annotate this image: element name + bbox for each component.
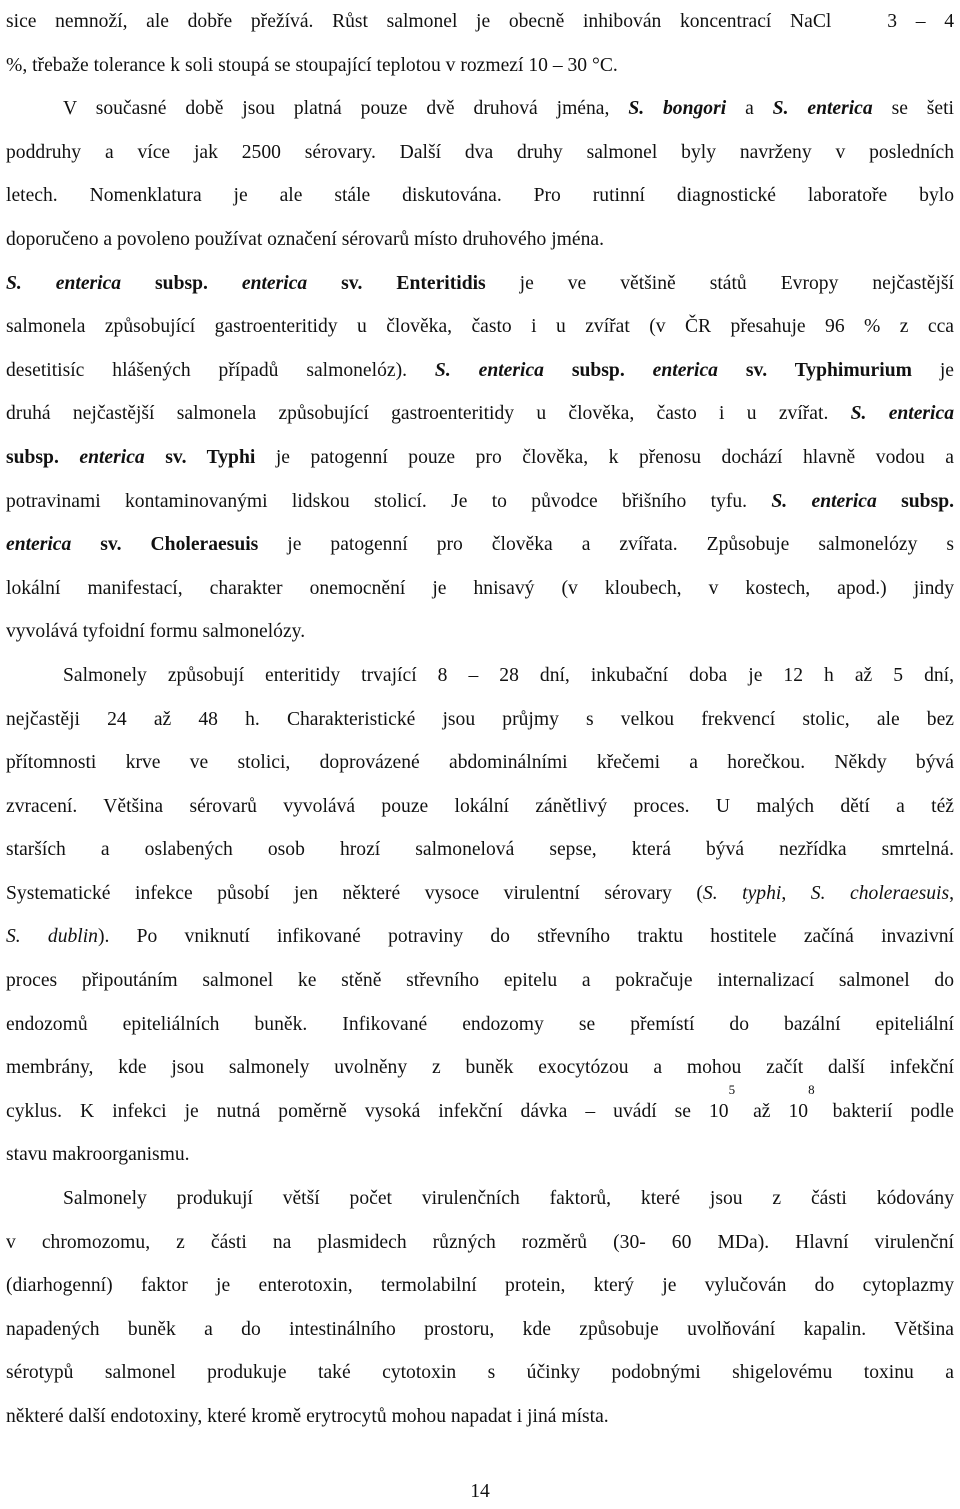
- text-line: [6, 131, 954, 175]
- text-segment: je: [911, 359, 954, 381]
- text-line: [6, 1264, 954, 1308]
- text-line: [6, 436, 954, 480]
- text-segment: nejčastěji 24 až 48 h. Charakteristické jsou průjmy s velkou frekvencí stolic, ale bez: [6, 708, 954, 730]
- text-segment: proces připoutáním salmonel ke stěně střevního epitelu a pokračuje internalizací salmonel do: [6, 970, 954, 992]
- text-segment: starších a oslabených osob hrozí salmonelová sepse, která bývá nezřídka smrtelná.: [6, 839, 954, 861]
- text-segment: S. choleraesuis: [810, 882, 950, 904]
- text-segment: membrány, kde jsou salmonely uvolněny z buněk exocytózou a mohou začít další infekční: [6, 1057, 954, 1079]
- text-line: [6, 523, 954, 567]
- text-line: [6, 480, 954, 524]
- text-line: [6, 872, 954, 916]
- text-segment: ,: [949, 882, 954, 904]
- text-segment: salmonela způsobující gastroenteritidy u člověka, často i u zvířat (v ČR přesahuje 96 % z cca: [6, 316, 954, 338]
- text-segment: sv. Typhi: [144, 446, 256, 468]
- text-segment: S. bongori: [628, 98, 727, 120]
- text-segment: potravinami kontaminovanými lidskou stolicí. Je to původce břišního tyfu.: [6, 490, 772, 512]
- text-segment: Systematické infekce působí jen některé vysoce virulentní sérovary (: [6, 882, 703, 904]
- text-segment: bakterií podle: [814, 1100, 954, 1122]
- text-segment: enterica: [6, 534, 72, 556]
- text-segment: enterica: [241, 272, 308, 294]
- text-segment: subsp.: [876, 490, 954, 512]
- text-segment: je ve většině států Evropy nejčastější: [485, 272, 954, 294]
- text-segment: subsp.: [121, 272, 242, 294]
- text-segment: subsp.: [543, 359, 653, 381]
- text-segment: sv. Typhimurium: [717, 359, 912, 381]
- text-segment: V současné době jsou platná pouze dvě druhová jména,: [63, 98, 629, 120]
- text-line: [6, 1351, 954, 1395]
- text-segment: 5: [728, 1081, 736, 1097]
- text-line: [6, 1003, 954, 1047]
- text-line: [6, 305, 954, 349]
- text-line: [6, 610, 954, 654]
- text-line: [6, 44, 954, 88]
- text-segment: je patogenní pouze pro člověka, k přenosu dochází hlavně vodou a: [255, 446, 954, 468]
- text-segment: v chromozomu, z části na plasmidech různých rozměrů (30- 60 MDa). Hlavní virulenční: [6, 1231, 954, 1253]
- text-line: [6, 654, 954, 698]
- text-segment: Salmonely produkují větší počet virulenčních faktorů, které jsou z části kódovány: [63, 1188, 954, 1210]
- text-segment: S. enterica: [6, 272, 122, 294]
- text-segment: endozomů epiteliálních buněk. Infikované endozomy se přemístí do bazální epiteliální: [6, 1013, 954, 1035]
- text-segment: enterica: [652, 359, 718, 381]
- text-segment: (diarhogenní) faktor je enterotoxin, termolabilní protein, který je vylučován do cytoplazmy: [6, 1275, 954, 1297]
- text-segment: subsp.: [6, 446, 80, 468]
- text-segment: S. enterica: [434, 359, 544, 381]
- text-segment: S. typhi: [702, 882, 782, 904]
- text-segment: sice nemnoží, ale dobře přežívá. Růst salmonel je obecně inhibován koncentrací NaCl 3 – 4: [6, 11, 954, 32]
- text-segment: sv. Enteritidis: [307, 272, 486, 294]
- text-segment: ). Po vniknutí infikované potraviny do střevního traktu hostitele začíná invazivní: [97, 926, 954, 948]
- text-segment: S. dublin: [6, 926, 98, 948]
- text-line: [6, 262, 954, 306]
- text-segment: doporučeno a povoleno používat označení sérovarů místo druhového jména.: [6, 228, 604, 250]
- text-segment: enterica: [79, 446, 145, 468]
- text-segment: S. enterica: [771, 490, 877, 512]
- text-segment: napadených buněk a do intestinálního prostoru, kde způsobuje uvolňování kapalin. Většina: [6, 1318, 954, 1340]
- text-line: [6, 741, 954, 785]
- text-segment: vyvolává tyfoidní formu salmonelózy.: [6, 621, 306, 643]
- text-line: [6, 1395, 954, 1439]
- text-segment: S. enterica: [850, 403, 954, 425]
- text-segment: cyklus. K infekci je nutná poměrně vysoká infekční dávka – uvádí se 10: [6, 1100, 729, 1122]
- text-segment: poddruhy a více jak 2500 sérovary. Další dva druhy salmonel byly navrženy v posledních: [6, 141, 954, 163]
- text-segment: a: [726, 98, 773, 120]
- text-segment: druhá nejčastější salmonela způsobující gastroenteritidy u člověka, často i u zvířat.: [6, 403, 851, 425]
- text-line: [6, 174, 954, 218]
- text-line: [6, 915, 954, 959]
- text-segment: je patogenní pro člověka a zvířata. Způsobuje salmonelózy s: [258, 534, 954, 556]
- text-segment: desetitisíc hlášených případů salmonelóz).: [6, 359, 435, 381]
- text-line: [6, 828, 954, 872]
- text-segment: sv. Choleraesuis: [71, 534, 259, 556]
- text-segment: Salmonely způsobují enteritidy trvající 8 – 28 dní, inkubační doba je 12 h až 5 dní,: [63, 664, 954, 686]
- text-line: [6, 959, 954, 1003]
- text-segment: přítomnosti krve ve stolici, doprovázené abdominálními křečemi a horečkou. Někdy bývá: [6, 752, 954, 774]
- document-body: [6, 0, 954, 1439]
- text-line: [6, 1133, 954, 1177]
- text-line: [6, 218, 954, 262]
- text-line: [6, 349, 954, 393]
- text-line: [6, 1177, 954, 1221]
- text-segment: zvracení. Většina sérovarů vyvolává pouze lokální zánětlivý proces. U malých dětí a též: [6, 795, 954, 817]
- text-segment: lokální manifestací, charakter onemocnění je hnisavý (v kloubech, v kostech, apod.) jindy: [6, 577, 954, 599]
- text-line: [6, 1081, 954, 1134]
- text-segment: letech. Nomenklatura je ale stále diskutována. Pro rutinní diagnostické laboratoře bylo: [6, 185, 954, 207]
- text-line: [6, 1308, 954, 1352]
- text-segment: sérotypů salmonel produkuje také cytotoxin s účinky podobnými shigelovému toxinu a: [6, 1362, 954, 1384]
- text-line: [6, 1221, 954, 1265]
- text-segment: až 10: [735, 1100, 809, 1122]
- text-line: [6, 785, 954, 829]
- text-segment: %, třebaže tolerance k soli stoupá se stoupající teplotou v rozmezí 10 – 30 °C.: [6, 54, 618, 76]
- text-segment: se šeti: [872, 98, 955, 120]
- page-number: 14: [470, 1481, 490, 1502]
- text-line: [6, 392, 954, 436]
- text-line: [6, 698, 954, 742]
- text-segment: S. enterica: [772, 98, 873, 120]
- text-line: [6, 0, 954, 44]
- text-segment: 8: [808, 1081, 815, 1097]
- text-line: [6, 567, 954, 611]
- text-line: [6, 87, 954, 131]
- text-segment: ,: [781, 882, 811, 904]
- text-segment: stavu makroorganismu.: [6, 1144, 190, 1166]
- text-segment: některé další endotoxiny, které kromě erytrocytů mohou napadat i jiná místa.: [6, 1406, 609, 1427]
